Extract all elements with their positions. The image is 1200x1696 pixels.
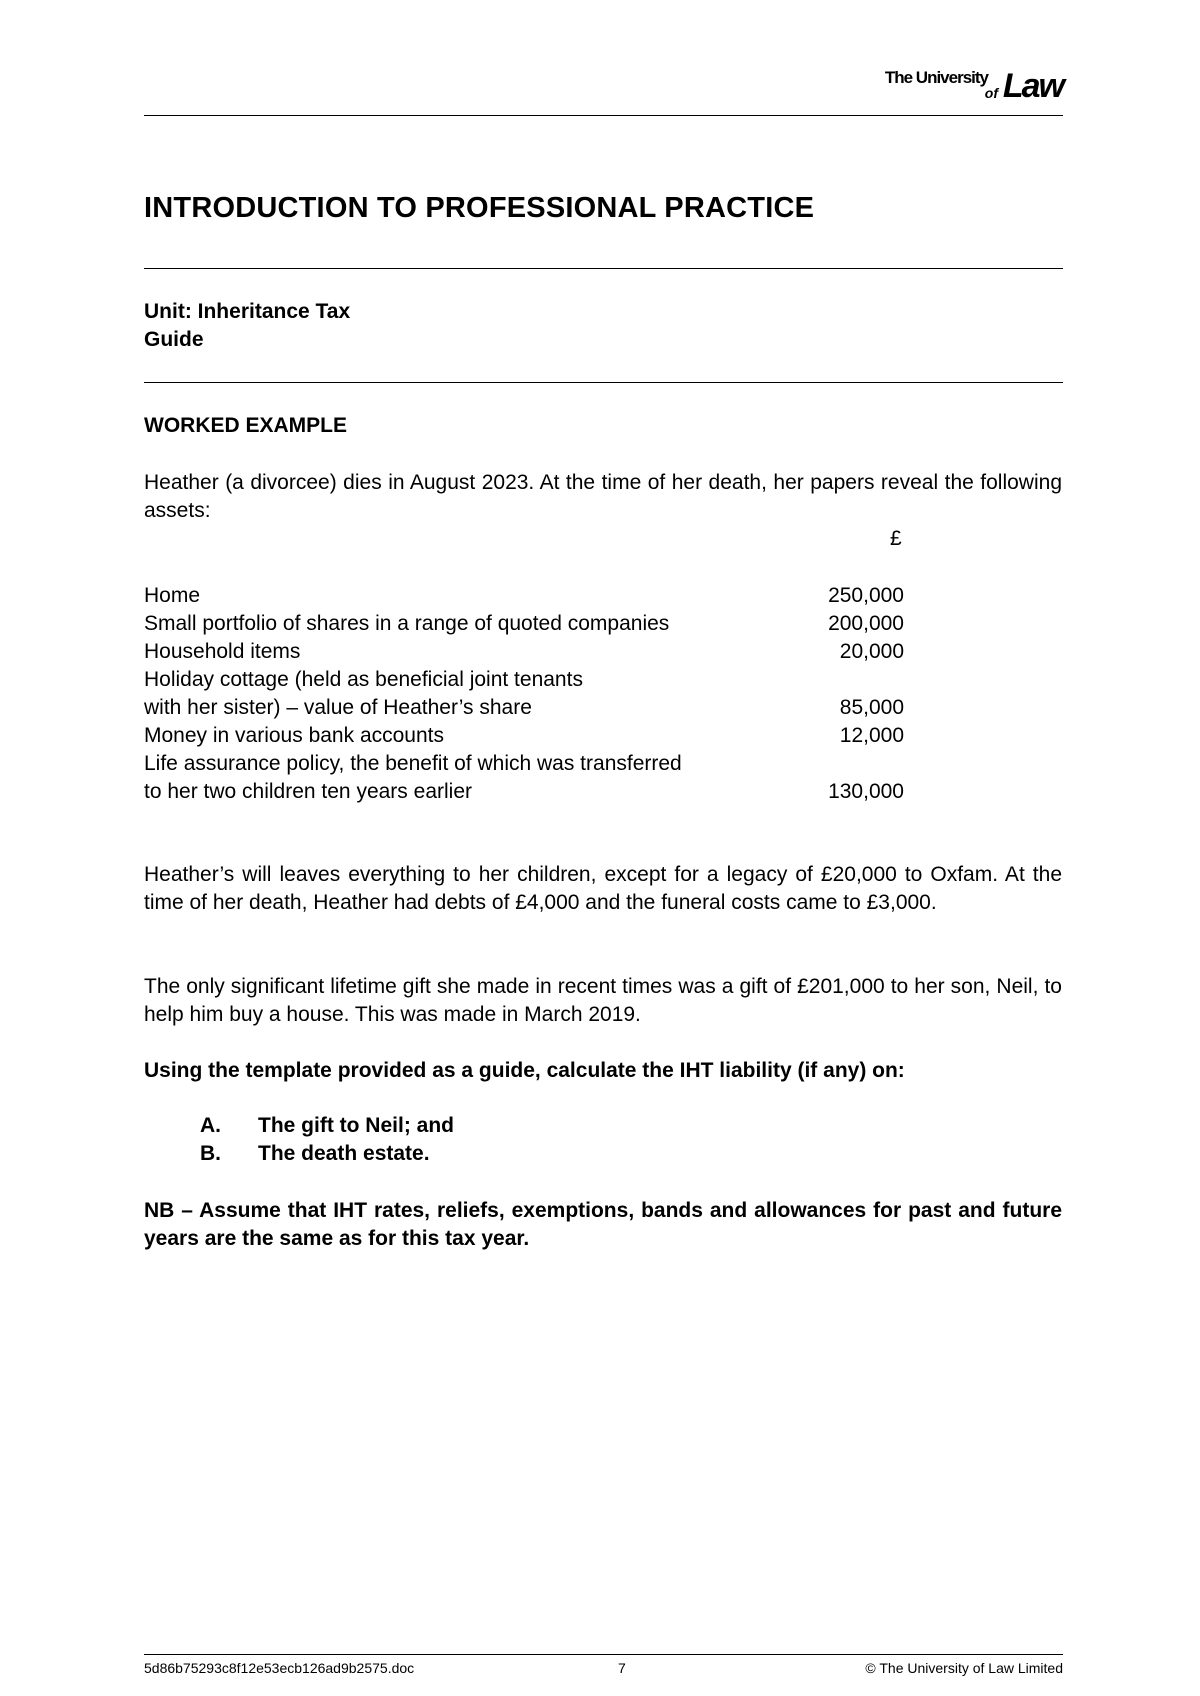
unit-line: Unit: Inheritance Tax — [144, 300, 351, 323]
asset-row — [144, 778, 904, 806]
task-letter: A. — [200, 1114, 221, 1137]
asset-description: with her sister) – value of Heather’s share — [144, 696, 532, 719]
section-heading: WORKED EXAMPLE — [144, 414, 348, 437]
asset-row — [144, 610, 904, 638]
asset-description: Life assurance policy, the benefit of which was transferred — [144, 752, 682, 775]
asset-row — [144, 666, 904, 694]
unit-info — [144, 298, 350, 354]
task-list — [200, 1112, 454, 1168]
footer-copyright: © The University of Law Limited — [865, 1660, 1063, 1676]
header-rule — [144, 115, 1063, 116]
university-logo — [863, 66, 1063, 106]
note-paragraph: NB – Assume that IHT rates, reliefs, exemptions, bands and allowances for past and future years are the same as for this tax year. — [144, 1199, 1062, 1250]
asset-amount: 20,000 — [839, 640, 904, 663]
task-letter: B. — [200, 1142, 221, 1165]
asset-description: Small portfolio of shares in a range of quoted companies — [144, 612, 670, 635]
assets-table — [144, 582, 904, 806]
asset-description: Household items — [144, 640, 301, 663]
intro-paragraph: Heather (a divorcee) dies in August 2023. At the time of her death, her papers reveal the following assets: — [144, 471, 1062, 522]
asset-row — [144, 750, 904, 778]
instruction-paragraph: Using the template provided as a guide, calculate the IHT liability (if any) on: — [144, 1059, 905, 1082]
page-title: INTRODUCTION TO PROFESSIONAL PRACTICE — [144, 192, 815, 224]
unit-rule — [144, 382, 1063, 383]
will-paragraph: Heather’s will leaves everything to her children, except for a legacy of £20,000 to Oxfam. At the time of her death, Heather had debts of £4,000 and the funeral costs came to £3,000. — [144, 863, 1062, 914]
asset-row — [144, 582, 904, 610]
asset-description: Home — [144, 584, 201, 607]
asset-amount: 250,000 — [828, 584, 904, 607]
task-item — [200, 1140, 454, 1168]
asset-amount — [784, 666, 904, 694]
task-text: The death estate. — [258, 1142, 430, 1165]
asset-row — [144, 694, 904, 722]
asset-amount: 85,000 — [839, 696, 904, 719]
logo-text-of: of — [984, 85, 998, 101]
footer-doc-id: 5d86b75293c8f12e53ecb126ad9b2575.doc — [144, 1660, 415, 1676]
asset-description: to her two children ten years earlier — [144, 780, 472, 803]
gift-paragraph: The only significant lifetime gift she made in recent times was a gift of £201,000 to her son, Neil, to help him buy a house. This was made in March 2019. — [144, 975, 1062, 1026]
asset-amount: 12,000 — [839, 724, 904, 747]
logo-text-law: Law — [1002, 67, 1063, 105]
asset-row — [144, 722, 904, 750]
footer-rule — [144, 1654, 1063, 1655]
title-rule — [144, 268, 1063, 269]
asset-description: Holiday cottage (held as beneficial joint tenants — [144, 668, 583, 691]
unit-guide-line: Guide — [144, 328, 204, 351]
asset-amount: 200,000 — [828, 612, 904, 635]
asset-row — [144, 638, 904, 666]
task-text: The gift to Neil; and — [258, 1114, 454, 1137]
logo-text-university: The University — [884, 68, 988, 87]
asset-amount: 130,000 — [828, 780, 904, 803]
footer-page-number: 7 — [618, 1660, 626, 1676]
asset-amount — [784, 750, 904, 778]
task-item — [200, 1112, 454, 1140]
asset-description: Money in various bank accounts — [144, 724, 444, 747]
currency-header: £ — [890, 527, 902, 550]
